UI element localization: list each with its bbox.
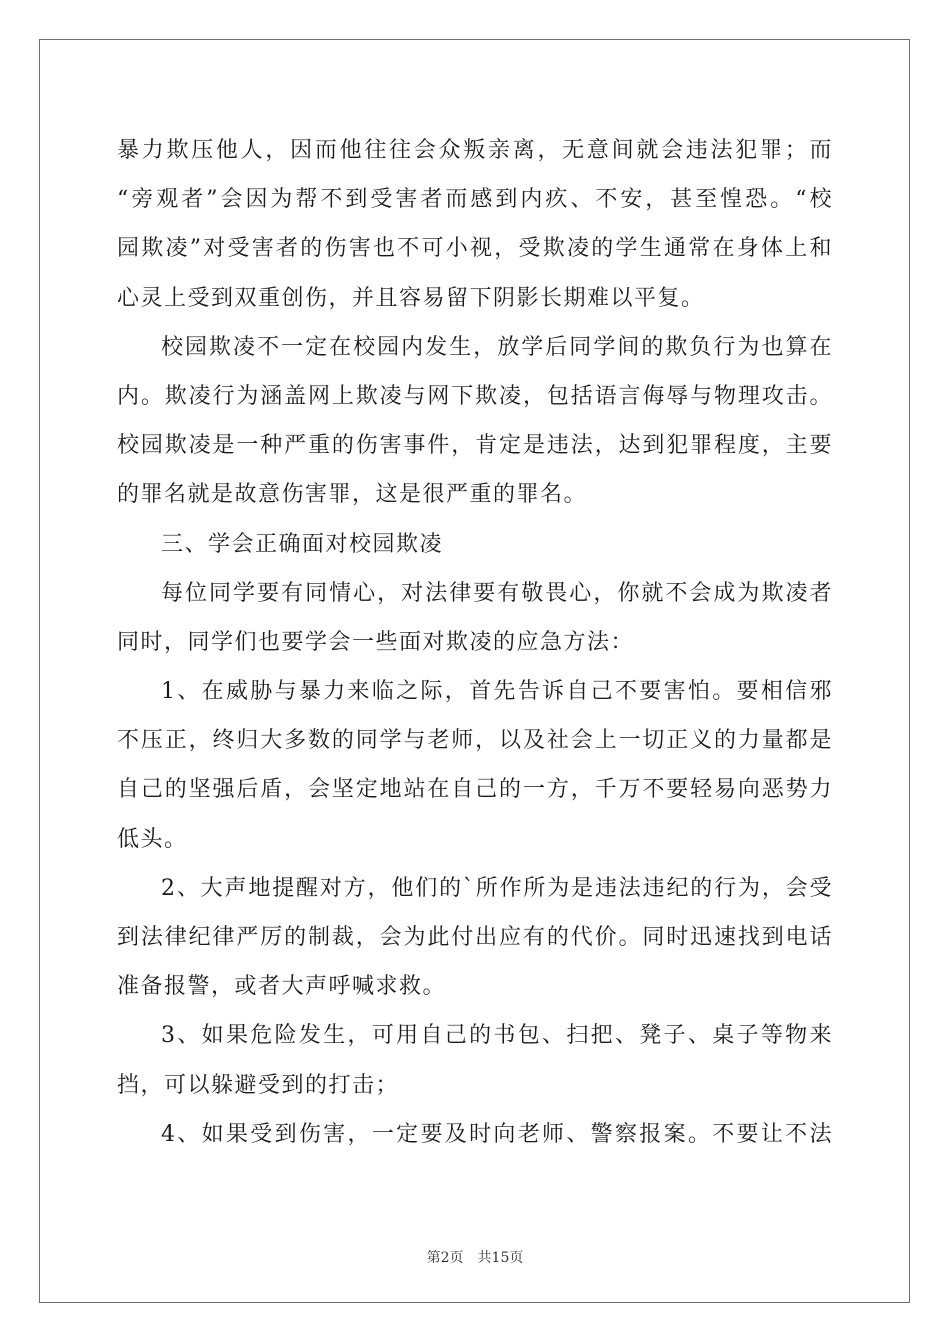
text-line: 心灵上受到双重创伤，并且容易留下阴影长期难以平复。 bbox=[117, 285, 705, 311]
text-line: 4、如果受到伤害，一定要及时向老师、警察报案。不要让不法 bbox=[161, 1121, 833, 1147]
text-line: 挡，可以躲避受到的打击； bbox=[117, 1072, 400, 1098]
text-line: 低头。 bbox=[117, 826, 188, 852]
text-line: 准备报警，或者大声呼喊求救。 bbox=[117, 974, 447, 1000]
text-line: 三、学会正确面对校园欺凌 bbox=[161, 531, 444, 557]
text-line: 每位同学要有同情心，对法律要有敬畏心，你就不会成为欺凌者 bbox=[161, 580, 833, 606]
page-footer: 第2页 共15页 bbox=[426, 1250, 524, 1266]
text-line: 1、在威胁与暴力来临之际，首先告诉自己不要害怕。要相信邪 bbox=[161, 679, 833, 705]
text-line: 3、如果危险发生，可用自己的书包、扫把、凳子、桌子等物来 bbox=[161, 1023, 833, 1049]
text-line: 同时，同学们也要学会一些面对欺凌的应急方法： bbox=[117, 629, 635, 655]
text-line: 暴力欺压他人，因而他往往会众叛亲离，无意间就会违法犯罪；而 bbox=[117, 138, 833, 163]
text-line: 到法律纪律严厉的制裁，会为此付出应有的代价。同时迅速找到电话 bbox=[117, 925, 833, 950]
text-line: 园欺凌”对受害者的伤害也不可小视，受欺凌的学生通常在身体上和 bbox=[117, 236, 833, 262]
document-body bbox=[117, 126, 833, 1159]
text-line: 自己的坚强后盾，会坚定地站在自己的一方，千万不要轻易向恶势力 bbox=[117, 777, 833, 803]
text-line: “旁观者”会因为帮不到受害者而感到内疚、不安，甚至惶恐。“校 bbox=[117, 187, 833, 213]
text-line: 校园欺凌不一定在校园内发生，放学后同学间的欺负行为也算在 bbox=[161, 334, 833, 360]
text-line: 2、大声地提醒对方，他们的`所作所为是违法违纪的行为，会受 bbox=[161, 875, 833, 901]
text-line: 不压正，终归大多数的同学与老师，以及社会上一切正义的力量都是 bbox=[117, 728, 833, 754]
text-line: 校园欺凌是一种严重的伤害事件，肯定是违法，达到犯罪程度，主要 bbox=[117, 433, 833, 459]
text-line: 的罪名就是故意伤害罪，这是很严重的罪名。 bbox=[117, 482, 588, 508]
text-line: 内。欺凌行为涵盖网上欺凌与网下欺凌，包括语言侮辱与物理攻击。 bbox=[117, 383, 833, 409]
